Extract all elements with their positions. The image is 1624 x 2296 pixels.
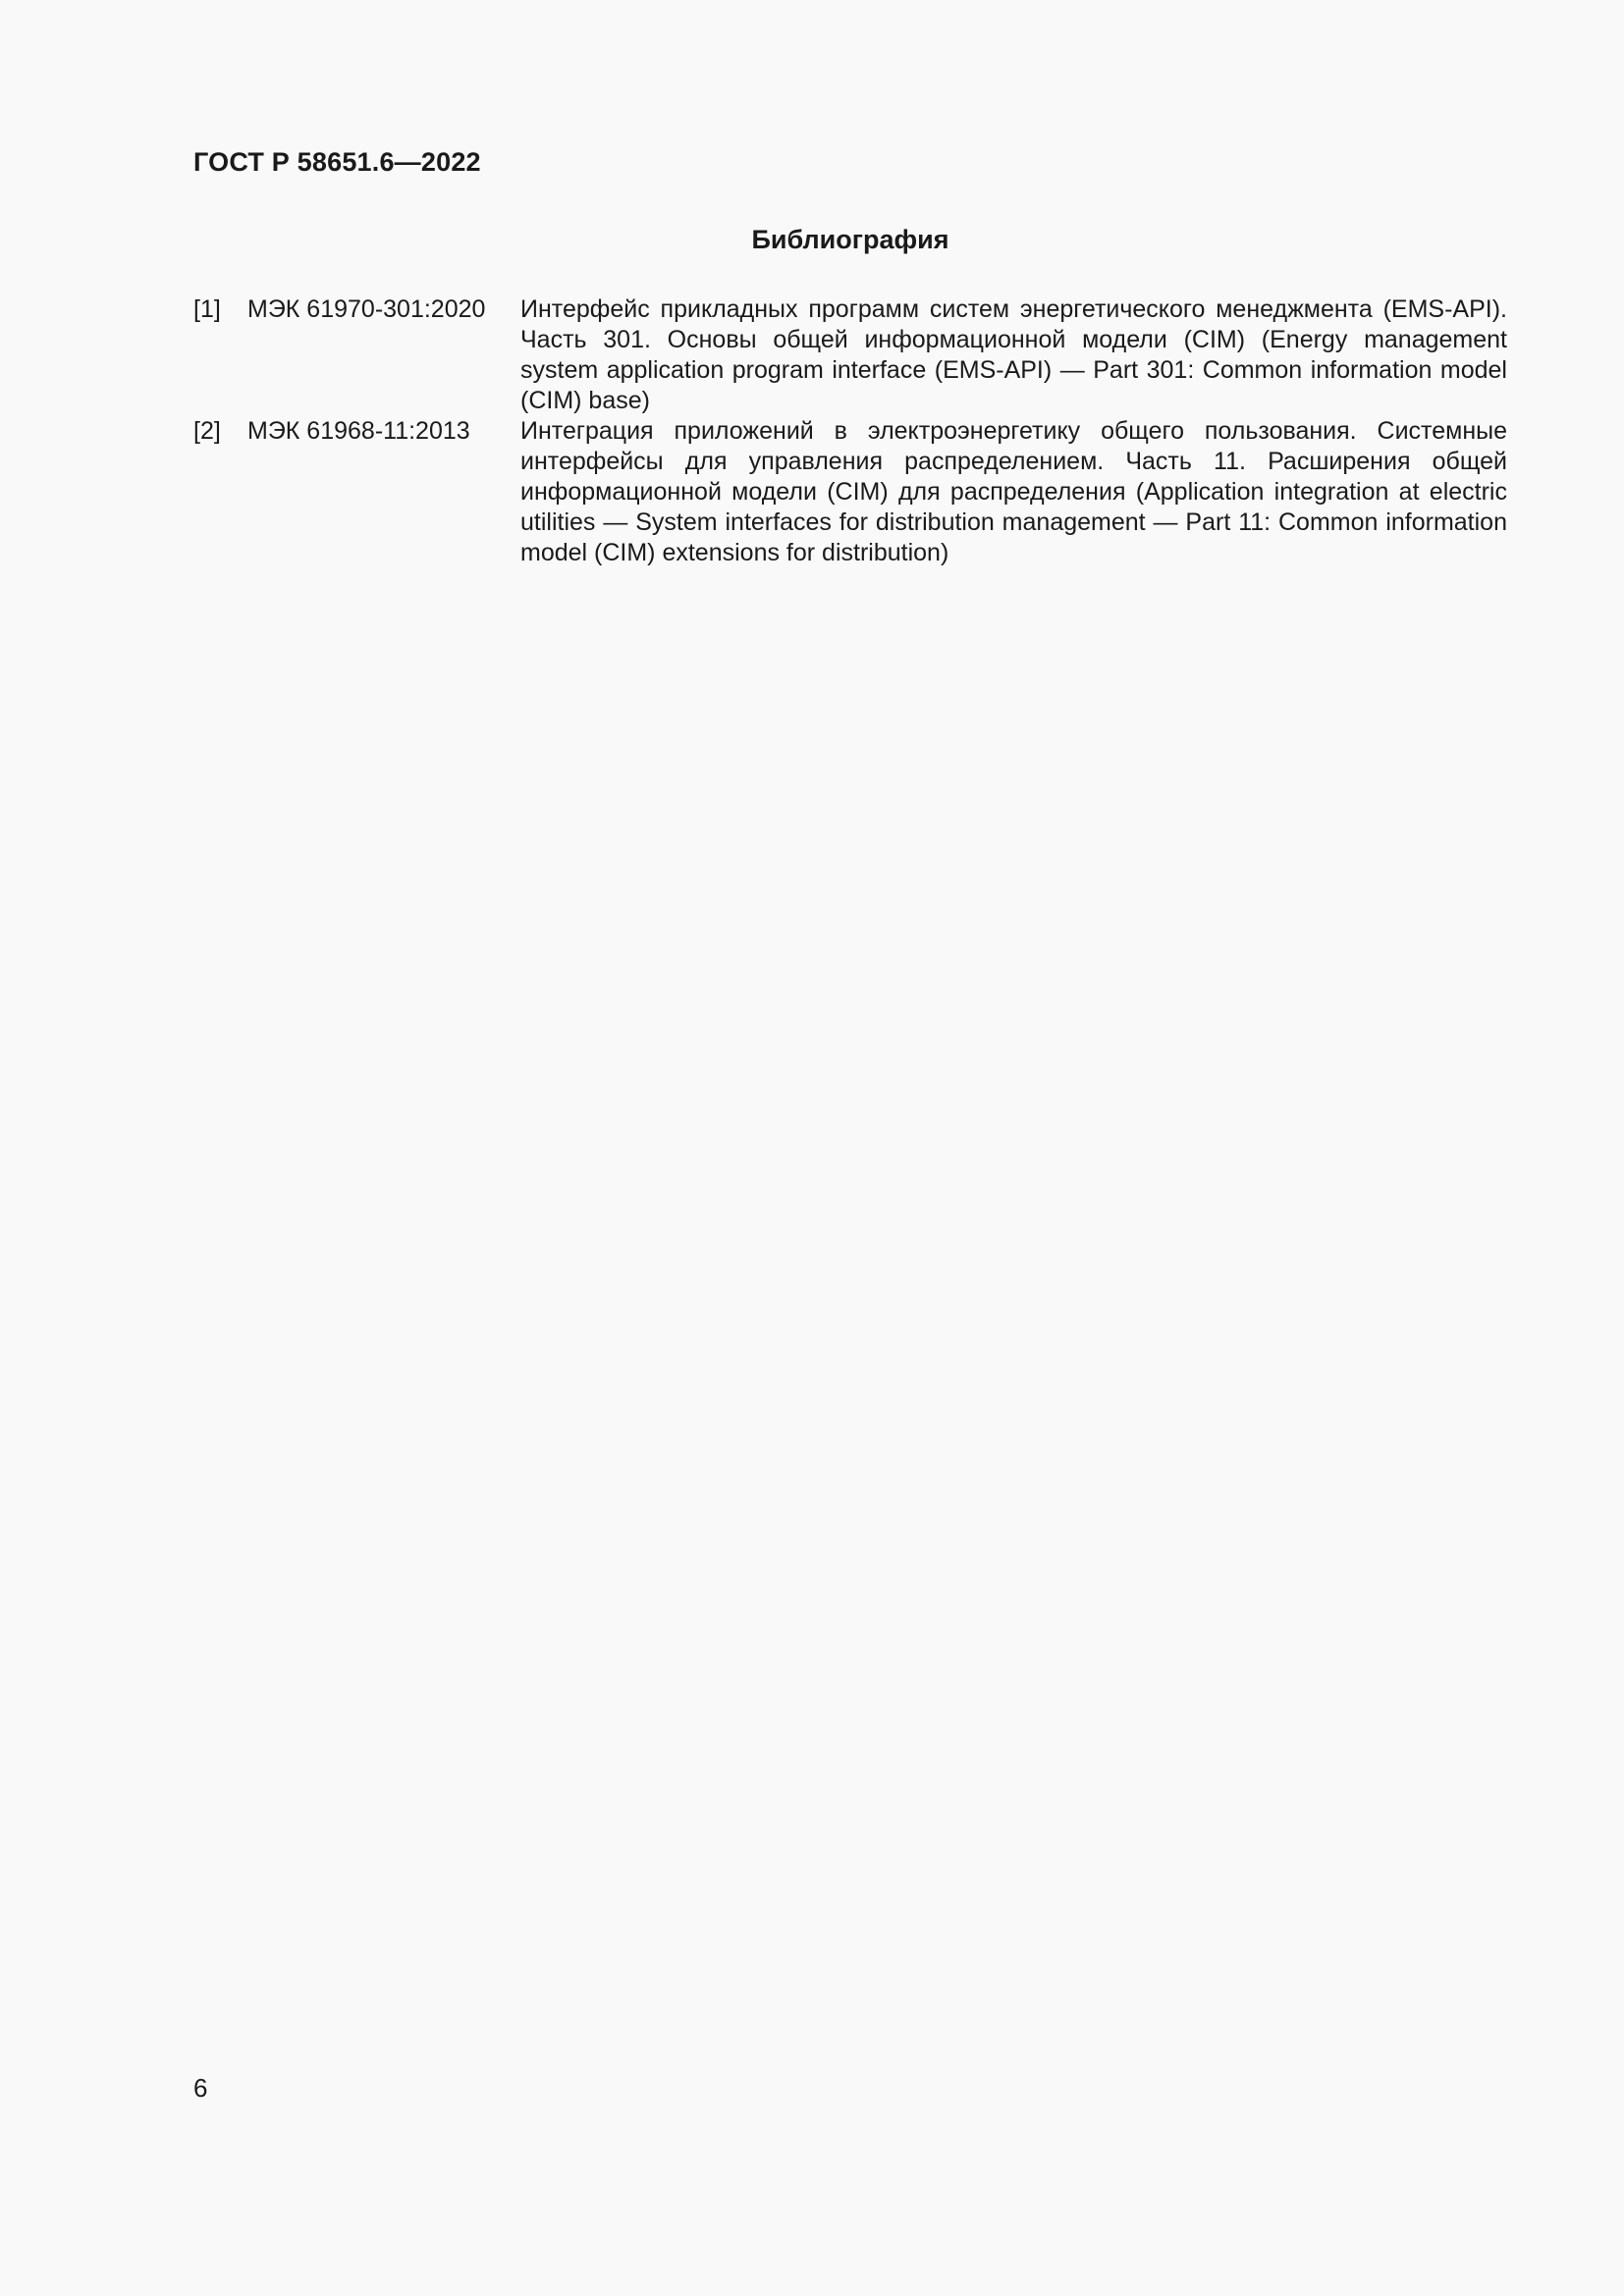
bibliography-entry-number: [1] <box>193 295 221 323</box>
page-number: 6 <box>193 2073 208 2103</box>
bibliography-entry-code: МЭК 61970-301:2020 <box>247 295 486 323</box>
bibliography-list <box>193 294 1507 568</box>
section-title: Библиография <box>751 225 949 254</box>
bibliography-entry <box>193 416 1507 568</box>
bibliography-entry-text: Интерфейс прикладных программ систем энергетического менеджмента (EMS-API). Часть 301. Основы общей информационной модели (CIM) (Energy management system application program interface (EMS-API) — Part 301: Common information model (CIM) base) <box>520 295 1507 414</box>
bibliography-entry-text: Интеграция приложений в электроэнергетику общего пользования. Системные интерфейсы для управления распределением. Часть 11. Расширения общей информационной модели (CIM) для распределения (Application integration at electric utilities — System interfaces for distribution management — Part 11: Common information model (CIM) extensions for distribution) <box>520 417 1507 566</box>
bibliography-entry-number: [2] <box>193 417 221 445</box>
document-header: ГОСТ Р 58651.6—2022 <box>193 147 481 177</box>
bibliography-entry <box>193 294 1507 416</box>
bibliography-entry-code: МЭК 61968-11:2013 <box>247 417 470 445</box>
